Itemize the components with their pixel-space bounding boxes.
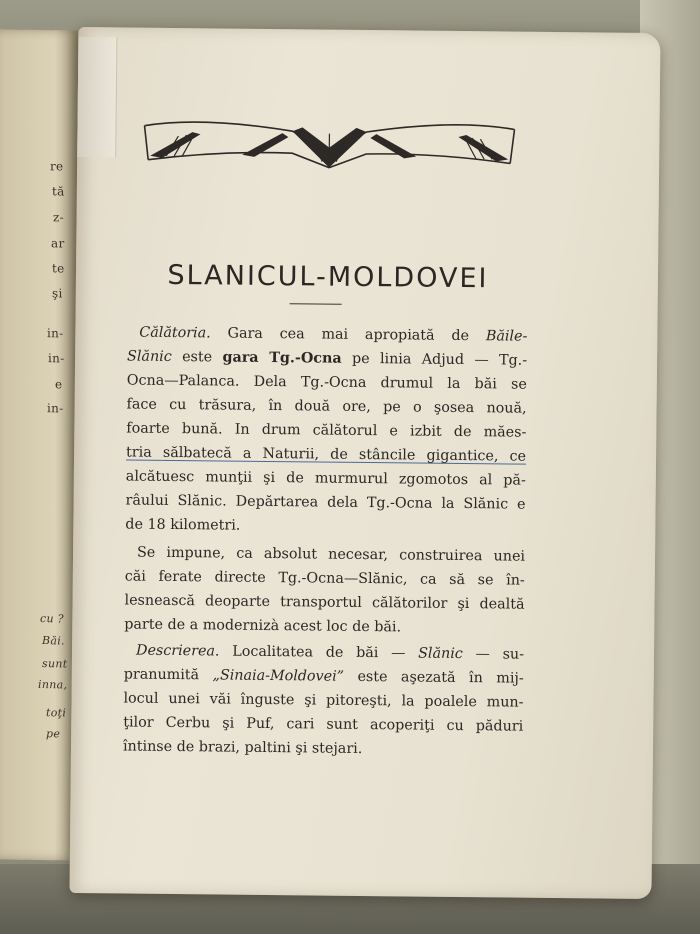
left-fragment: tă [52,184,65,199]
text-line: tria sălbatecă a Naturii, de stâncile gigantice, ce [126,444,527,465]
left-fragment: re [50,159,64,174]
text-line: lesnească deoparte transportul călătorilor şi dealtă [124,592,525,613]
text-line: Ocna—Palanca. Dela Tg.-Ocna drumul la băi se [126,372,527,393]
left-page-edge [0,29,78,860]
left-fragment: pe [46,727,61,741]
left-fragment: cu ? [40,612,64,626]
text-line: Se impune, ca absolut necesar, construirea unei [136,544,526,565]
tape-strip [77,37,117,157]
text-line: Călătoria. Gara cea mai apropiată de Băile- [139,324,528,345]
text-line: face cu trăsura, în două ore, pe o şosea nouă, [126,396,527,417]
text-line: întinse de brazi, paltini şi stejari. [122,738,363,757]
left-fragment: toţi [46,706,67,720]
left-fragment: in- [47,326,64,341]
left-fragment: in- [47,401,64,416]
book-page [69,27,660,899]
left-fragment: z- [53,210,64,225]
text-line: parte de a modernizà acest loc de băi. [124,616,402,636]
text-line: de 18 kilometri. [125,516,241,534]
decorative-ornament-icon [142,116,517,174]
left-fragment: ar [51,236,65,251]
text-line: Slănic este gara Tg.-Ocna pe linia Adjud — Tg.- [127,348,528,369]
text-line: alcătuesc munţii şi de murmurul zgomotos al pă- [125,468,526,489]
left-fragment: in- [48,351,65,366]
page-title: SLANICUL-MOLDOVEI [167,259,489,295]
left-fragment: şi [52,286,63,301]
left-fragment: e [55,377,63,392]
left-fragment: sunt [42,657,68,671]
text-line: căi ferate directe Tg.-Ocna—Slănic, ca să se în- [124,568,525,589]
text-line: pranumită „Sinaia-Moldovei” este aşezată în mij- [123,666,524,687]
text-line: ţilor Cerbu şi Puf, cari sunt acoperiţi cu păduri [123,714,524,735]
text-line: locul unei văi înguste şi pitoreşti, la poalele mun- [123,690,524,711]
text-line: foarte bună. In drum călătorul e izbit de măes- [126,420,527,441]
title-rule [290,303,342,305]
text-line: râului Slănic. Depărtarea dela Tg.-Ocna la Slănic e [125,492,526,513]
text-line: Descrierea. Localitatea de băi — Slănic — su- [135,642,525,663]
left-fragment: Băi. [42,634,65,648]
left-fragment: inna, [38,677,68,692]
left-fragment: te [52,261,65,276]
